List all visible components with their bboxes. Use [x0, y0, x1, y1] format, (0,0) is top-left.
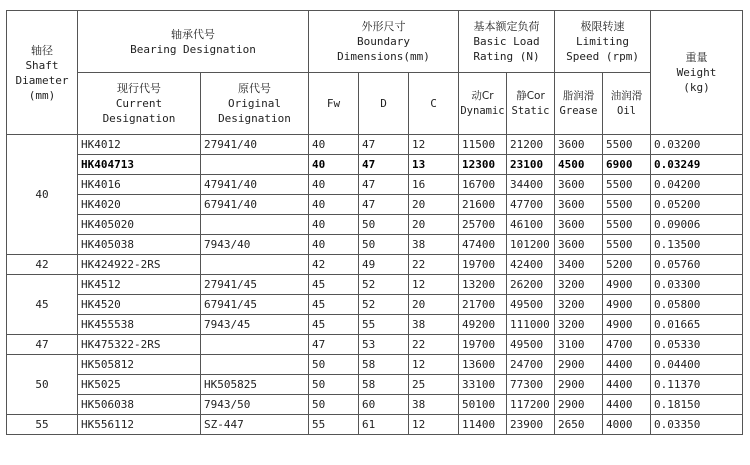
d-header: D	[359, 73, 409, 135]
grease-speed-cell: 3200	[555, 275, 603, 295]
static-load-cell: 47700	[507, 195, 555, 215]
original-designation-cell	[201, 215, 309, 235]
fw-cell: 55	[309, 415, 359, 435]
static-load-cell: 21200	[507, 135, 555, 155]
oil-speed-cell: 6900	[603, 155, 651, 175]
c-cell: 20	[409, 295, 459, 315]
table-row	[7, 295, 743, 315]
table-row	[7, 135, 743, 155]
weight-cell: 0.05200	[651, 195, 743, 215]
weight-cell: 0.04200	[651, 175, 743, 195]
static-load-cell: 111000	[507, 315, 555, 335]
d-cell: 53	[359, 335, 409, 355]
original-designation-cell: 67941/40	[201, 195, 309, 215]
c-cell: 12	[409, 415, 459, 435]
fw-cell: 45	[309, 315, 359, 335]
fw-cell: 47	[309, 335, 359, 355]
static-load-cell: 101200	[507, 235, 555, 255]
c-cell: 12	[409, 355, 459, 375]
shaft-diameter-cell: 55	[7, 415, 78, 435]
d-cell: 50	[359, 215, 409, 235]
fw-cell: 45	[309, 275, 359, 295]
grease-speed-cell: 3400	[555, 255, 603, 275]
shaft-diameter-header: 轴径 Shaft Diameter (mm)	[7, 11, 78, 135]
shaft-diameter-cell: 50	[7, 355, 78, 415]
static-load-cell: 23100	[507, 155, 555, 175]
table-body	[7, 135, 743, 435]
d-cell: 47	[359, 195, 409, 215]
basic-load-rating-header: 基本额定负荷 Basic Load Rating (N)	[459, 11, 555, 73]
grease-speed-cell: 4500	[555, 155, 603, 175]
weight-cell: 0.01665	[651, 315, 743, 335]
fw-cell: 50	[309, 355, 359, 375]
current-designation-cell: HK4512	[78, 275, 201, 295]
dynamic-header: 动Cr Dynamic	[459, 73, 507, 135]
fw-cell: 45	[309, 295, 359, 315]
fw-cell: 40	[309, 135, 359, 155]
static-load-cell: 24700	[507, 355, 555, 375]
table-row	[7, 275, 743, 295]
weight-cell: 0.11370	[651, 375, 743, 395]
dynamic-load-cell: 19700	[459, 335, 507, 355]
c-cell: 38	[409, 235, 459, 255]
table-row	[7, 255, 743, 275]
c-cell: 38	[409, 315, 459, 335]
limiting-speed-header: 极限转速 Limiting Speed (rpm)	[555, 11, 651, 73]
original-designation-cell: 7943/45	[201, 315, 309, 335]
grease-speed-cell: 2900	[555, 375, 603, 395]
weight-header: 重量 Weight (kg)	[651, 11, 743, 135]
oil-header: 油润滑 Oil	[603, 73, 651, 135]
d-cell: 58	[359, 355, 409, 375]
current-designation-cell: HK475322-2RS	[78, 335, 201, 355]
oil-speed-cell: 4900	[603, 295, 651, 315]
dynamic-load-cell: 19700	[459, 255, 507, 275]
table-row	[7, 155, 743, 175]
oil-speed-cell: 4900	[603, 315, 651, 335]
dynamic-load-cell: 49200	[459, 315, 507, 335]
weight-cell: 0.09006	[651, 215, 743, 235]
c-cell: 16	[409, 175, 459, 195]
static-load-cell: 42400	[507, 255, 555, 275]
table-row	[7, 375, 743, 395]
weight-cell: 0.05330	[651, 335, 743, 355]
current-designation-cell: HK455538	[78, 315, 201, 335]
c-cell: 12	[409, 135, 459, 155]
header-row-1	[7, 11, 743, 73]
current-designation-cell: HK4020	[78, 195, 201, 215]
oil-speed-cell: 5500	[603, 175, 651, 195]
static-load-cell: 49500	[507, 295, 555, 315]
current-designation-header: 现行代号 Current Designation	[78, 73, 201, 135]
c-cell: 13	[409, 155, 459, 175]
table-row	[7, 355, 743, 375]
boundary-dimensions-header: 外形尺寸 Boundary Dimensions(mm)	[309, 11, 459, 73]
static-load-cell: 23900	[507, 415, 555, 435]
original-designation-cell: 27941/45	[201, 275, 309, 295]
fw-cell: 50	[309, 395, 359, 415]
dynamic-load-cell: 33100	[459, 375, 507, 395]
fw-cell: 50	[309, 375, 359, 395]
fw-cell: 40	[309, 155, 359, 175]
current-designation-cell: HK556112	[78, 415, 201, 435]
c-cell: 20	[409, 215, 459, 235]
bearing-spec-table	[6, 10, 743, 435]
static-header: 静Cor Static	[507, 73, 555, 135]
shaft-diameter-cell: 40	[7, 135, 78, 255]
grease-speed-cell: 2650	[555, 415, 603, 435]
d-cell: 52	[359, 275, 409, 295]
grease-header: 脂润滑 Grease	[555, 73, 603, 135]
weight-cell: 0.05800	[651, 295, 743, 315]
original-designation-cell: 27941/40	[201, 135, 309, 155]
grease-speed-cell: 3600	[555, 215, 603, 235]
static-load-cell: 34400	[507, 175, 555, 195]
dynamic-load-cell: 13200	[459, 275, 507, 295]
static-load-cell: 49500	[507, 335, 555, 355]
current-designation-cell: HK505812	[78, 355, 201, 375]
static-load-cell: 77300	[507, 375, 555, 395]
grease-speed-cell: 2900	[555, 355, 603, 375]
grease-speed-cell: 3100	[555, 335, 603, 355]
bearing-spec-document	[6, 10, 743, 435]
oil-speed-cell: 4400	[603, 375, 651, 395]
d-cell: 52	[359, 295, 409, 315]
dynamic-load-cell: 21600	[459, 195, 507, 215]
current-designation-cell: HK424922-2RS	[78, 255, 201, 275]
fw-cell: 40	[309, 175, 359, 195]
table-row	[7, 215, 743, 235]
c-cell: 22	[409, 255, 459, 275]
grease-speed-cell: 3200	[555, 315, 603, 335]
original-designation-cell	[201, 355, 309, 375]
fw-header: Fw	[309, 73, 359, 135]
dynamic-load-cell: 16700	[459, 175, 507, 195]
oil-speed-cell: 4400	[603, 395, 651, 415]
d-cell: 47	[359, 135, 409, 155]
fw-cell: 40	[309, 215, 359, 235]
dynamic-load-cell: 25700	[459, 215, 507, 235]
original-designation-header: 原代号 Original Designation	[201, 73, 309, 135]
current-designation-cell: HK4012	[78, 135, 201, 155]
static-load-cell: 46100	[507, 215, 555, 235]
current-designation-cell: HK4016	[78, 175, 201, 195]
table-row	[7, 235, 743, 255]
original-designation-cell	[201, 255, 309, 275]
weight-cell: 0.04400	[651, 355, 743, 375]
fw-cell: 42	[309, 255, 359, 275]
current-designation-cell: HK506038	[78, 395, 201, 415]
weight-cell: 0.03200	[651, 135, 743, 155]
dynamic-load-cell: 11500	[459, 135, 507, 155]
original-designation-cell: 7943/50	[201, 395, 309, 415]
oil-speed-cell: 4900	[603, 275, 651, 295]
d-cell: 49	[359, 255, 409, 275]
shaft-diameter-cell: 45	[7, 275, 78, 335]
oil-speed-cell: 4000	[603, 415, 651, 435]
grease-speed-cell: 3600	[555, 195, 603, 215]
grease-speed-cell: 3600	[555, 235, 603, 255]
table-row	[7, 335, 743, 355]
weight-cell: 0.03350	[651, 415, 743, 435]
table-row	[7, 395, 743, 415]
d-cell: 61	[359, 415, 409, 435]
dynamic-load-cell: 13600	[459, 355, 507, 375]
c-header: C	[409, 73, 459, 135]
current-designation-cell: HK405020	[78, 215, 201, 235]
table-row	[7, 315, 743, 335]
oil-speed-cell: 5500	[603, 235, 651, 255]
oil-speed-cell: 5500	[603, 215, 651, 235]
c-cell: 38	[409, 395, 459, 415]
fw-cell: 40	[309, 235, 359, 255]
d-cell: 58	[359, 375, 409, 395]
current-designation-cell: HK404713	[78, 155, 201, 175]
weight-cell: 0.18150	[651, 395, 743, 415]
dynamic-load-cell: 47400	[459, 235, 507, 255]
oil-speed-cell: 4400	[603, 355, 651, 375]
original-designation-cell: SZ-447	[201, 415, 309, 435]
weight-cell: 0.05760	[651, 255, 743, 275]
current-designation-cell: HK5025	[78, 375, 201, 395]
weight-cell: 0.13500	[651, 235, 743, 255]
original-designation-cell: 47941/40	[201, 175, 309, 195]
original-designation-cell	[201, 155, 309, 175]
dynamic-load-cell: 21700	[459, 295, 507, 315]
current-designation-cell: HK405038	[78, 235, 201, 255]
original-designation-cell	[201, 335, 309, 355]
d-cell: 55	[359, 315, 409, 335]
d-cell: 50	[359, 235, 409, 255]
c-cell: 25	[409, 375, 459, 395]
oil-speed-cell: 5500	[603, 195, 651, 215]
dynamic-load-cell: 11400	[459, 415, 507, 435]
grease-speed-cell: 3200	[555, 295, 603, 315]
table-row	[7, 175, 743, 195]
static-load-cell: 26200	[507, 275, 555, 295]
header-row-2	[7, 73, 743, 135]
grease-speed-cell: 2900	[555, 395, 603, 415]
oil-speed-cell: 5500	[603, 135, 651, 155]
weight-cell: 0.03249	[651, 155, 743, 175]
oil-speed-cell: 4700	[603, 335, 651, 355]
table-row	[7, 415, 743, 435]
current-designation-cell: HK4520	[78, 295, 201, 315]
d-cell: 60	[359, 395, 409, 415]
grease-speed-cell: 3600	[555, 135, 603, 155]
d-cell: 47	[359, 175, 409, 195]
fw-cell: 40	[309, 195, 359, 215]
grease-speed-cell: 3600	[555, 175, 603, 195]
c-cell: 12	[409, 275, 459, 295]
c-cell: 20	[409, 195, 459, 215]
c-cell: 22	[409, 335, 459, 355]
dynamic-load-cell: 50100	[459, 395, 507, 415]
oil-speed-cell: 5200	[603, 255, 651, 275]
original-designation-cell: HK505825	[201, 375, 309, 395]
dynamic-load-cell: 12300	[459, 155, 507, 175]
weight-cell: 0.03300	[651, 275, 743, 295]
shaft-diameter-cell: 47	[7, 335, 78, 355]
d-cell: 47	[359, 155, 409, 175]
original-designation-cell: 67941/45	[201, 295, 309, 315]
bearing-designation-header: 轴承代号 Bearing Designation	[78, 11, 309, 73]
table-row	[7, 195, 743, 215]
original-designation-cell: 7943/40	[201, 235, 309, 255]
shaft-diameter-cell: 42	[7, 255, 78, 275]
static-load-cell: 117200	[507, 395, 555, 415]
